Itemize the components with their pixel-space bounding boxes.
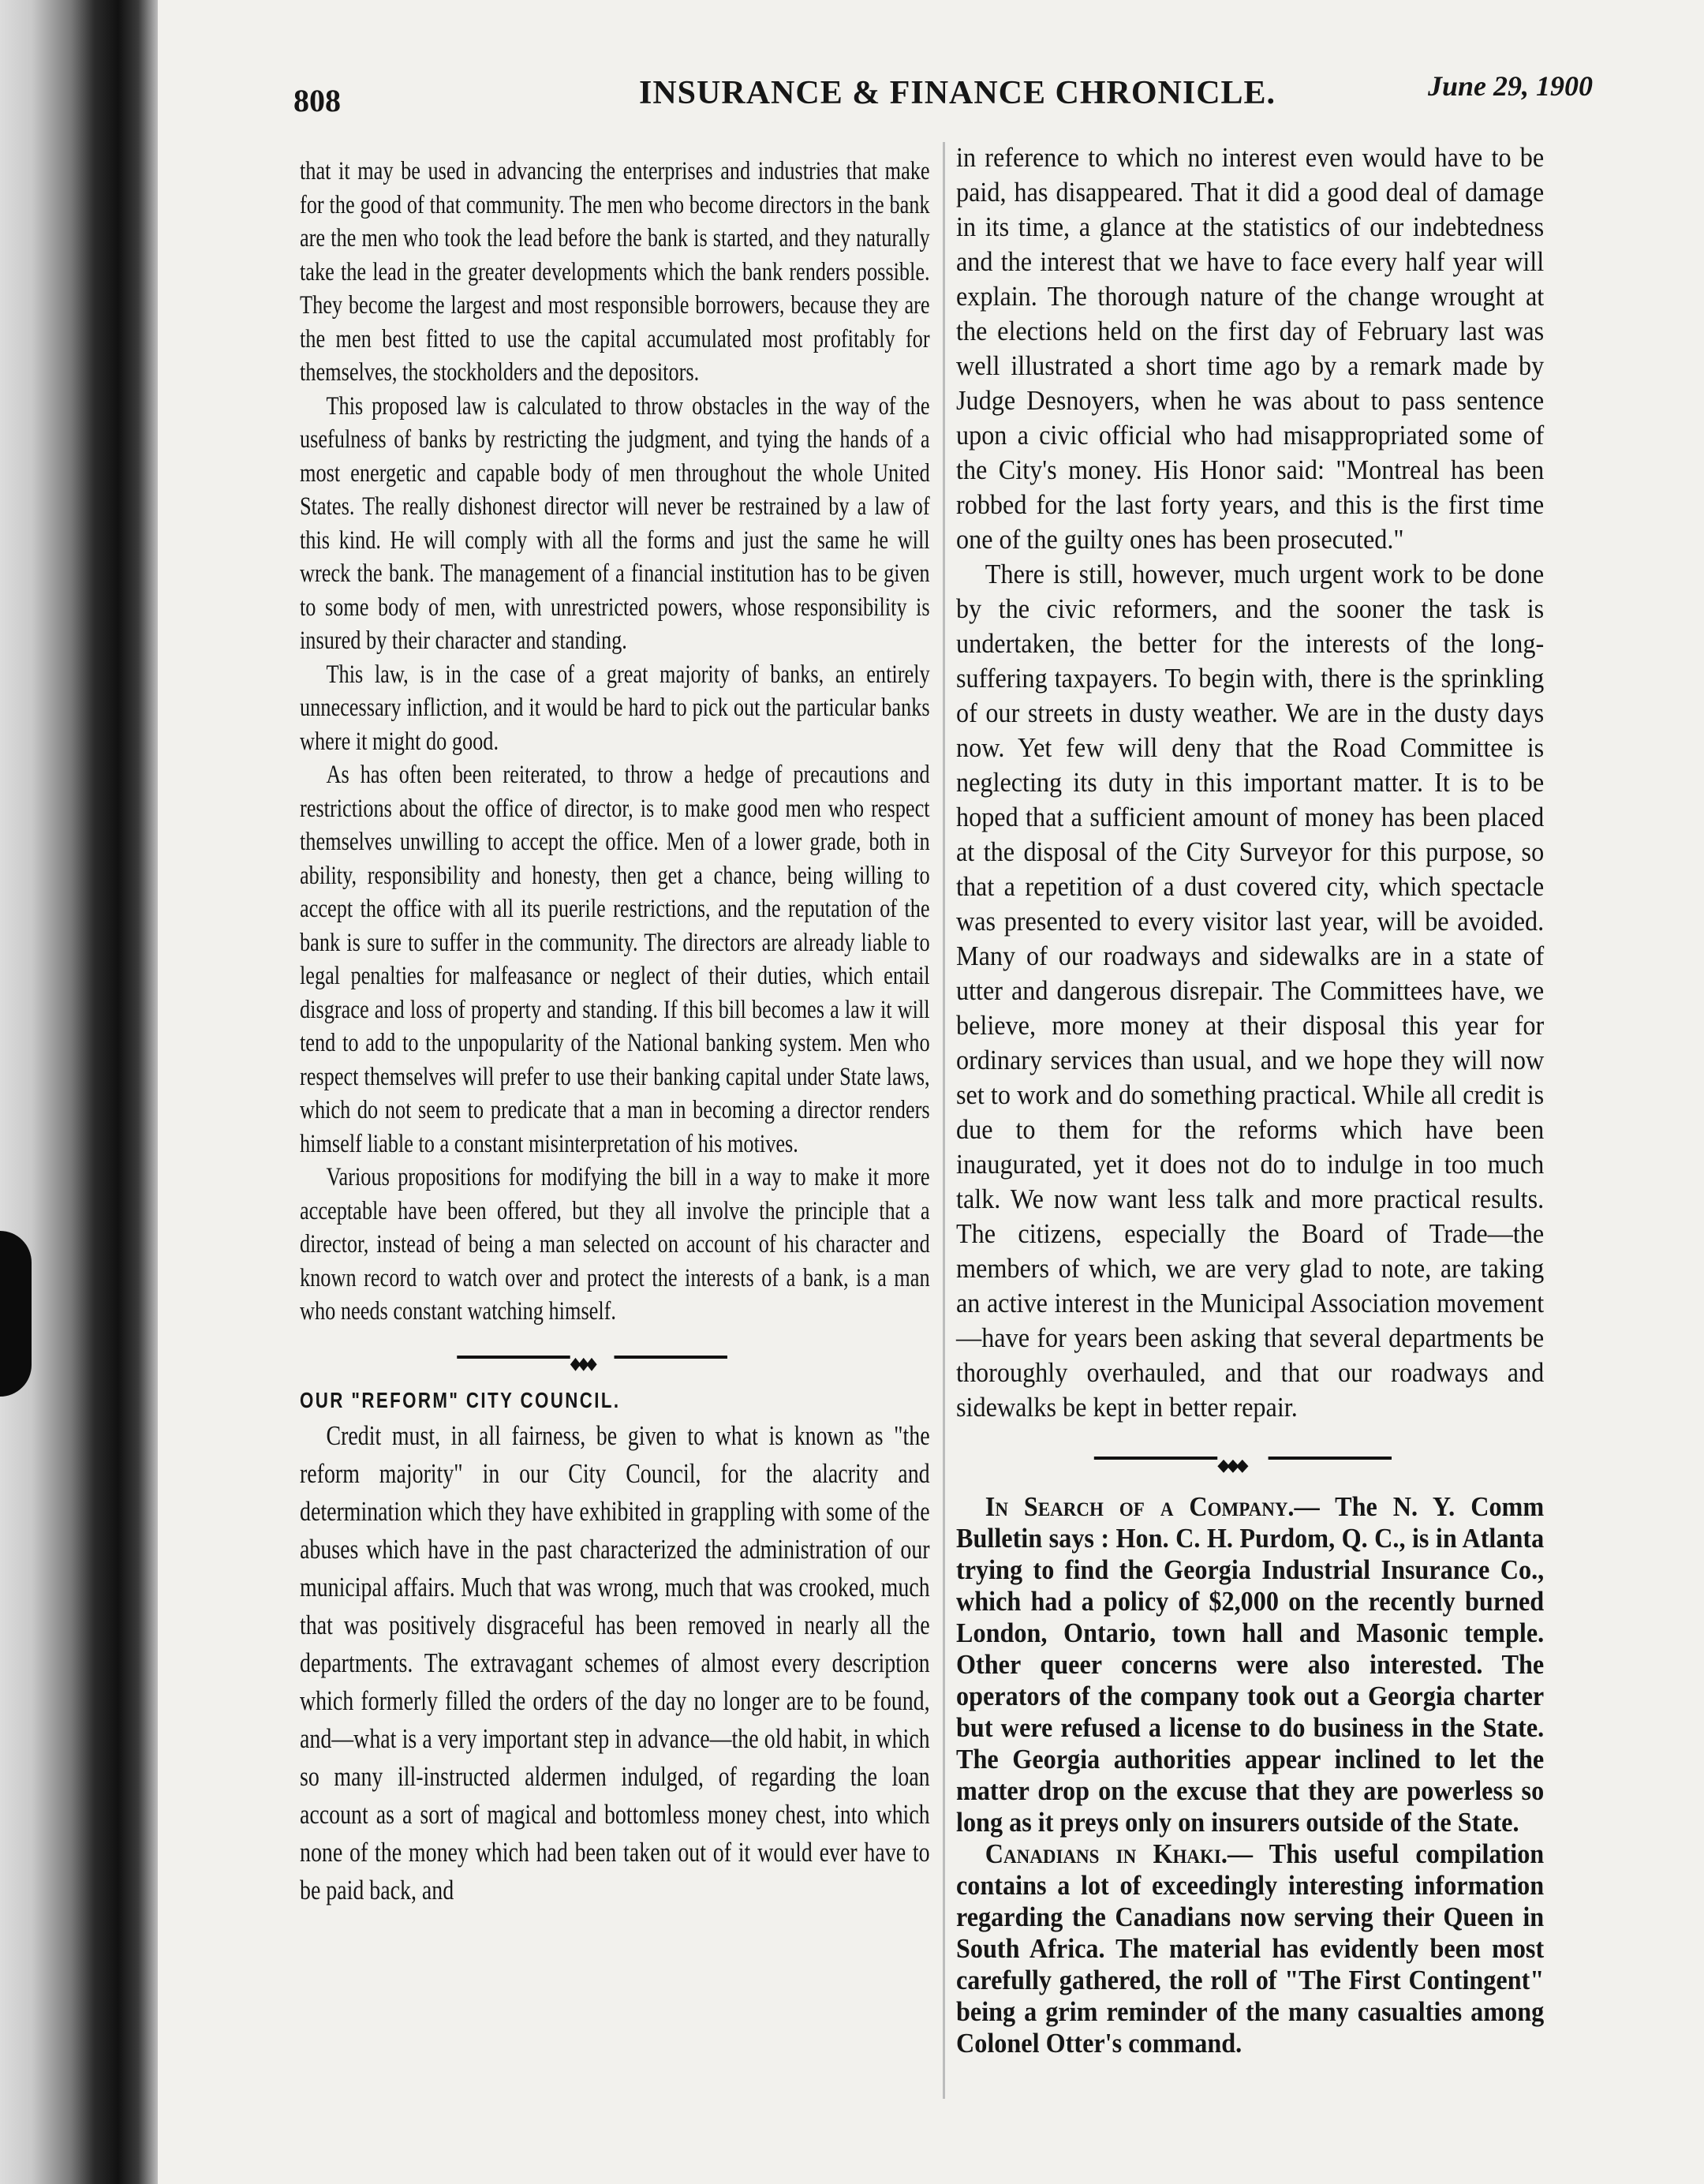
article-paragraph: that it may be used in advancing the enterprises and industries that make for the good of that community. The men who become directors in the bank are the men who took the lead before the bank is started, and they naturally take the lead in the greater developments which the bank renders possible. They become the largest and most responsible borrowers, because they are the men best fitted to use the capital accumulated most profitably for themselves, the stockholders and the depositors. <box>300 157 930 387</box>
notice-lead: In Search of a Company. <box>985 1491 1295 1522</box>
journal-title: INSURANCE & FINANCE CHRONICLE. <box>639 75 1276 111</box>
issue-date: June 29, 1900 <box>1428 70 1594 102</box>
notice-lead: Canadians in Khaki. <box>985 1838 1228 1869</box>
article-paragraph: This proposed law is calculated to throw obstacles in the way of the usefulness of banks by restricting the judgment, and tying the hands of a most energetic and capable body of men throughout the whole United States. The really dishonest director will never be restrained by a law of this kind. He will comply with all the forms and just the same he will wreck the bank. The management of a financial institution has to be given to some body of men, with unrestricted powers, whose responsibility is insured by their character and standing. <box>300 391 930 655</box>
notice-text: — The N. Y. Comm Bulletin says : Hon. C. H. Purdom, Q. C., is in Atlanta trying to find the Georgia Industrial Insurance Co., which had a policy of $2,000 on the recently burned London, Ontario, town hall and Masonic temple. Other queer concerns were also interested. The operators of the company took out a Georgia charter but were refused a license to do business in the State. The Georgia authorities appear inclined to let the matter drop on the excuse that they are powerless so long as it preys only on insurers outside of the State. <box>956 1491 1545 1838</box>
book-binding <box>0 0 158 2184</box>
news-notice <box>956 1491 1544 1838</box>
section-heading: OUR "REFORM" CITY COUNCIL. <box>300 1387 621 1412</box>
journal-page <box>158 0 1704 2184</box>
news-notice <box>956 1838 1544 2059</box>
notice-text: — This useful compilation contains a lot of exceedingly interesting information regarding the Canadians now serving their Queen in South Africa. The material has evidently been most carefully gathered, the roll of "The First Contingent" being a grim reminder of the many casualties among Colonel Otter's command. <box>956 1838 1545 2059</box>
column-rule <box>943 142 945 2099</box>
article-paragraph: There is still, however, much urgent work to be done by the civic reformers, and the sooner the task is undertaken, the better for the interests of the long-suffering taxpayers. To begin with, there is the sprinkling of our streets in dusty weather. We are in the dusty days now. Yet few will deny that the Road Committee is neglecting its duty in this important matter. It is to be hoped that a sufficient amount of money has been placed at the disposal of the City Surveyor for this purpose, so that a repetition of a dust covered city, which spectacle was presented to every visitor last year, will be avoided. Many of our roadways and sidewalks are in a state of utter and dangerous disrepair. The Committees have, we believe, more money at their disposal this year for ordinary services than usual, and we hope they will now set to work and do something practical. While all credit is due to them for the reforms which have been inaugurated, yet it does not do to indulge in too much talk. We now want less talk and more practical results. The citizens, especially the Board of Trade—the members of which, we are very glad to note, are taking an active interest in the Municipal Association movement—have for years been asking that several departments be thoroughly overhauled, and that our roadways and sidewalks be kept in better repair. <box>956 559 1545 1423</box>
right-column <box>956 140 1544 2059</box>
article-paragraph: Credit must, in all fairness, be given to what is known as "the reform majority" in our City Council, for the alacrity and determination which they have exhibited in grappling with some of the abuses which have in the past characterized the administration of our municipal affairs. Much that was wrong, much that was crooked, much that was positively disgraceful has been removed in nearly all the departments. The extravagant schemes of almost every description which formerly filled the orders of the day no longer are to be found, and—what is a very important step in advance—the old habit, in which so many ill-instructed aldermen indulged, of regarding the loan account as a sort of magical and bottomless money chest, into which none of the money which had been taken out of it would ever have to be paid back, and <box>300 1420 930 1905</box>
article-paragraph: This law, is in the case of a great majority of banks, an entirely unnecessary infliction, and it would be hard to pick out the particular banks where it might do good. <box>300 660 930 756</box>
article-paragraph: As has often been reiterated, to throw a hedge of precautions and restrictions about the office of director, is to make good men who respect themselves unwilling to accept the office. Men of a lower grade, both in ability, responsibility and honesty, then get a chance, being willing to accept the office with all its puerile restrictions, and the reputation of the bank is sure to suffer in the community. The directors are already liable to legal penalties for malfeasance or neglect of their duties, which entail disgrace and loss of property and standing. If this bill becomes a law it will tend to add to the unpopularity of the National banking system. Men who respect themselves will prefer to use their banking capital under State laws, which do not seem to predicate that a man in becoming a director renders himself liable to a constant misinterpretation of his motives. <box>300 761 930 1158</box>
binding-clip <box>0 1231 32 1397</box>
section-ornament: ◆◆◆ <box>300 1341 930 1373</box>
article-paragraph: Various propositions for modifying the bill in a way to make it more acceptable have been offered, but they all involve the principle that a director, instead of being a man selected on account of his character and known record to watch over and protect the interests of a bank, is a man who needs constant watching himself. <box>300 1163 930 1326</box>
article-paragraph: in reference to which no interest even would have to be paid, has disappeared. That it did a good deal of damage in its time, a glance at the statistics of our indebtedness and the interest that we have to face every half year will explain. The thorough nature of the change wrought at the elections held on the first day of February last was well illustrated a short time ago by a remark made by Judge Desnoyers, when he was about to pass sentence upon a civic official who had misappropriated some of the City's money. His Honor said: "Montreal has been robbed for the last forty years, and this is the first time one of the guilty ones has been prosecuted." <box>956 142 1545 555</box>
section-ornament: ◆◆◆ <box>956 1442 1544 1474</box>
page-number: 808 <box>293 83 341 118</box>
running-header <box>158 66 1704 122</box>
left-column <box>300 155 930 1909</box>
